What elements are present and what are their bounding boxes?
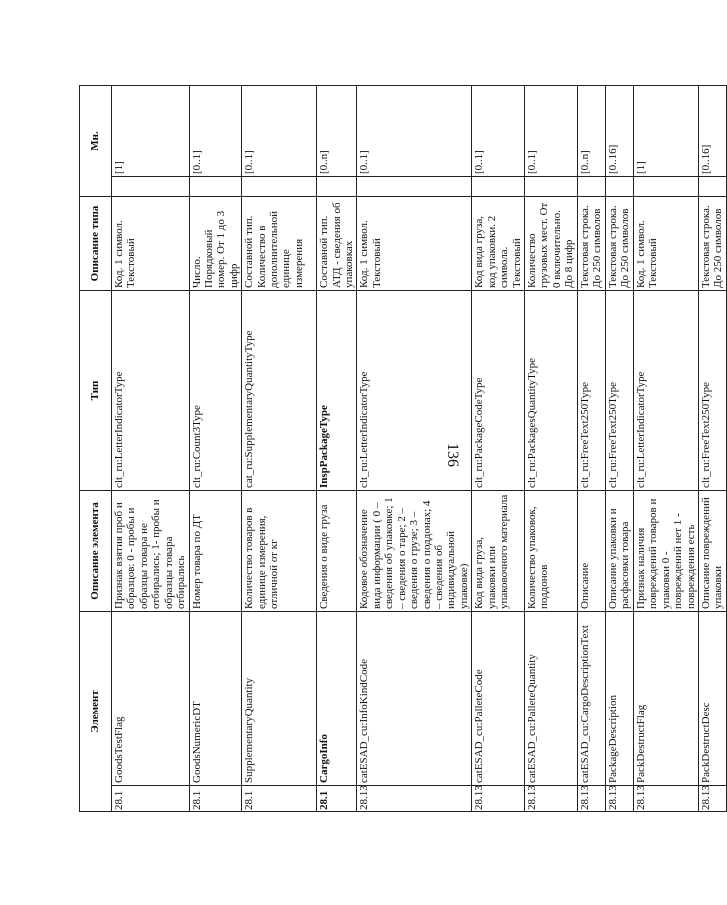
row-element-desc: Описание упаковки и расфасовки товара	[605, 491, 633, 612]
row-mult: [0..n]	[317, 85, 357, 176]
table-row	[242, 85, 317, 811]
row-element-desc: Описание повреждений упаковки	[698, 491, 726, 612]
row-element-desc: Номер товара по ДТ	[189, 491, 242, 612]
header-type-desc: Описание типа	[80, 197, 112, 291]
row-mult: [0..1]	[189, 85, 242, 176]
row-type-desc: Текстовая строка. До 250 символов	[577, 197, 605, 291]
row-element: PackDestructFlag	[633, 612, 698, 786]
row-element: catESAD_cu:InfoKindCode	[357, 612, 472, 786]
row-num: 28.13	[605, 786, 633, 812]
row-mult: [1]	[633, 85, 698, 176]
row-num: 28.13	[698, 786, 726, 812]
row-num: 28.1	[189, 786, 242, 812]
row-type: clt_ru:FreeText250Type	[577, 291, 605, 491]
row-mult: [0..1]	[472, 85, 525, 176]
row-num: 28.13	[472, 786, 525, 812]
row-element: catESAD_cu:CargoDescriptionText	[577, 612, 605, 786]
row-mult: [0..1]	[524, 85, 577, 176]
table-row	[189, 85, 242, 811]
row-type: clt_ru:FreeText250Type	[605, 291, 633, 491]
table-row	[698, 85, 726, 811]
row-mult: [0..16]	[605, 85, 633, 176]
row-type: clt_ru:LetterIndicatorType	[112, 291, 190, 491]
row-type: clt_ru:Count3Type	[189, 291, 242, 491]
table-row	[357, 85, 472, 811]
row-num: 28.13	[577, 786, 605, 812]
table-row	[472, 85, 525, 811]
row-element: PackDestructDesc	[698, 612, 726, 786]
row-type-desc: Составной тип. АТД - сведения об упаковках	[317, 197, 357, 291]
row-type: clt_ru:FreeText250Type	[698, 291, 726, 491]
row-num: 28.1	[242, 786, 317, 812]
row-element-desc: Код вида груза, упаковки или упаковочного материала	[472, 491, 525, 612]
table-row	[317, 85, 357, 811]
row-type: clt_ru:PackagesQuantityType	[524, 291, 577, 491]
row-element-desc: Описание	[577, 491, 605, 612]
row-element-desc: Количество упаковок, поддонов	[524, 491, 577, 612]
header-mult: Мн.	[80, 85, 112, 196]
row-element-desc: Признак взятия проб и образцов: 0 - пробы и образцы товара не отбирались; 1- пробы и образцы товара отбирались	[112, 491, 190, 612]
header-element: Элемент	[80, 612, 112, 812]
table-row	[524, 85, 577, 811]
header-type: Тип	[80, 291, 112, 491]
row-element-desc: Кодовое обозначение вида информации ( 0 – сведения об упаковке; 1 – сведения о таре; 2 – сведения о грузе; 3 – сведения о поддонах; 4 – сведения об индивидуальной упаковке)	[357, 491, 472, 612]
row-type: clt_ru:LetterIndicatorType	[357, 291, 472, 491]
row-element: PackageDescription	[605, 612, 633, 786]
row-element-desc: Сведения о виде груза	[317, 491, 357, 612]
row-type-desc: Код. 1 символ. Текстовый	[357, 197, 472, 291]
row-type-desc: Текстовая строка. До 250 символов	[605, 197, 633, 291]
row-num: 28.13	[357, 786, 472, 812]
row-num: 28.1	[317, 786, 357, 812]
row-type-desc: Количество грузовых мест. От 0 включительно. До 8 цифр	[524, 197, 577, 291]
row-mult: [0..1]	[242, 85, 317, 176]
row-type: clt_ru:PackageCodeType	[472, 291, 525, 491]
row-mult: [0..1]	[357, 85, 472, 176]
row-mult: [1]	[112, 85, 190, 176]
row-num: 28.1	[112, 786, 190, 812]
header-element-desc: Описание элемента	[80, 491, 112, 612]
row-type-desc: Текстовая строка. До 250 символов	[698, 197, 726, 291]
schema-table	[79, 85, 727, 812]
row-mult: [0..n]	[577, 85, 605, 176]
row-element: SupplementaryQuantity	[242, 612, 317, 786]
row-type-desc: Составной тип. Количество в дополнительной единице измерения	[242, 197, 317, 291]
table-row	[633, 85, 698, 811]
row-num: 28.13	[633, 786, 698, 812]
row-type-desc: Код. 1 символ. Текстовый	[112, 197, 190, 291]
table-row	[112, 85, 190, 811]
row-element: catESAD_cu:PalleteCode	[472, 612, 525, 786]
row-element: catESAD_cu:PalleteQuantity	[524, 612, 577, 786]
row-element-desc: Признак наличия повреждений товаров и упаковки 0 - повреждений нет 1 - повреждения есть	[633, 491, 698, 612]
row-element: CargoInfo	[317, 612, 357, 786]
row-mult: [0..16]	[698, 85, 726, 176]
row-type-desc: Код вида груза, код упаковки. 2 символа. Текстовый	[472, 197, 525, 291]
row-element: GoodsTestFlag	[112, 612, 190, 786]
row-type: cat_ru:SupplementaryQuantityType	[242, 291, 317, 491]
table-row	[577, 85, 605, 811]
row-element: GoodsNumericDT	[189, 612, 242, 786]
row-type: clt_ru:LetterIndicatorType	[633, 291, 698, 491]
row-type-desc: Число. Порядковый номер. От 1 до 3 цифр	[189, 197, 242, 291]
rotated-table-wrapper	[79, 86, 727, 812]
header-row	[80, 85, 112, 811]
table-row	[605, 85, 633, 811]
row-num: 28.13	[524, 786, 577, 812]
row-type: InspPackageType	[317, 291, 357, 491]
row-type-desc: Код. 1 символ. Текстовый	[633, 197, 698, 291]
page-number: 136	[444, 443, 461, 467]
row-element-desc: Количество товаров в единице измерения, отличной от кг	[242, 491, 317, 612]
